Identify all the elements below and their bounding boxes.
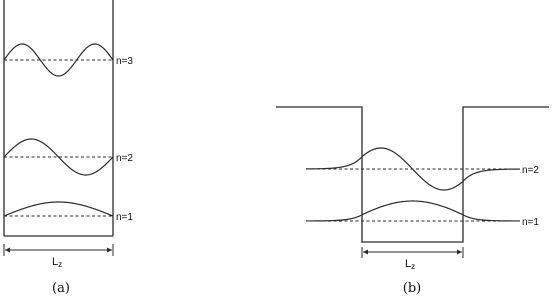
panel-a-level-label-n2: n=2 (116, 153, 133, 164)
panel-b-well-outline (276, 107, 549, 242)
panel-a-wavefunction-n3 (4, 44, 113, 76)
panel-a-dim-arrow-right (107, 248, 112, 253)
panel-b-level-label-n1: n=1 (522, 217, 539, 228)
panel-b-dim-arrow-right (457, 250, 462, 255)
panel-a (4, 0, 133, 296)
panel-a-level-label-n1: n=1 (116, 212, 133, 223)
panel-b-dim-arrow-left (363, 250, 368, 255)
panel-b-width-label: Lz (405, 258, 416, 271)
panel-a-caption: (a) (52, 281, 70, 296)
panel-a-width-dimension (4, 244, 113, 269)
panel-a-wavefunction-n2 (4, 139, 113, 175)
panel-b-caption: (b) (402, 281, 422, 296)
panel-b-level-label-n2: n=2 (522, 165, 539, 176)
panel-a-width-label: Lz (52, 256, 63, 269)
panel-a-wavefunction-n1 (4, 202, 113, 216)
panel-a-level-label-n3: n=3 (116, 56, 133, 67)
panel-b-wavefunction-n1 (306, 201, 520, 221)
panel-a-dim-arrow-left (5, 248, 10, 253)
panel-b (276, 107, 549, 296)
panel-b-width-dimension (362, 247, 463, 271)
